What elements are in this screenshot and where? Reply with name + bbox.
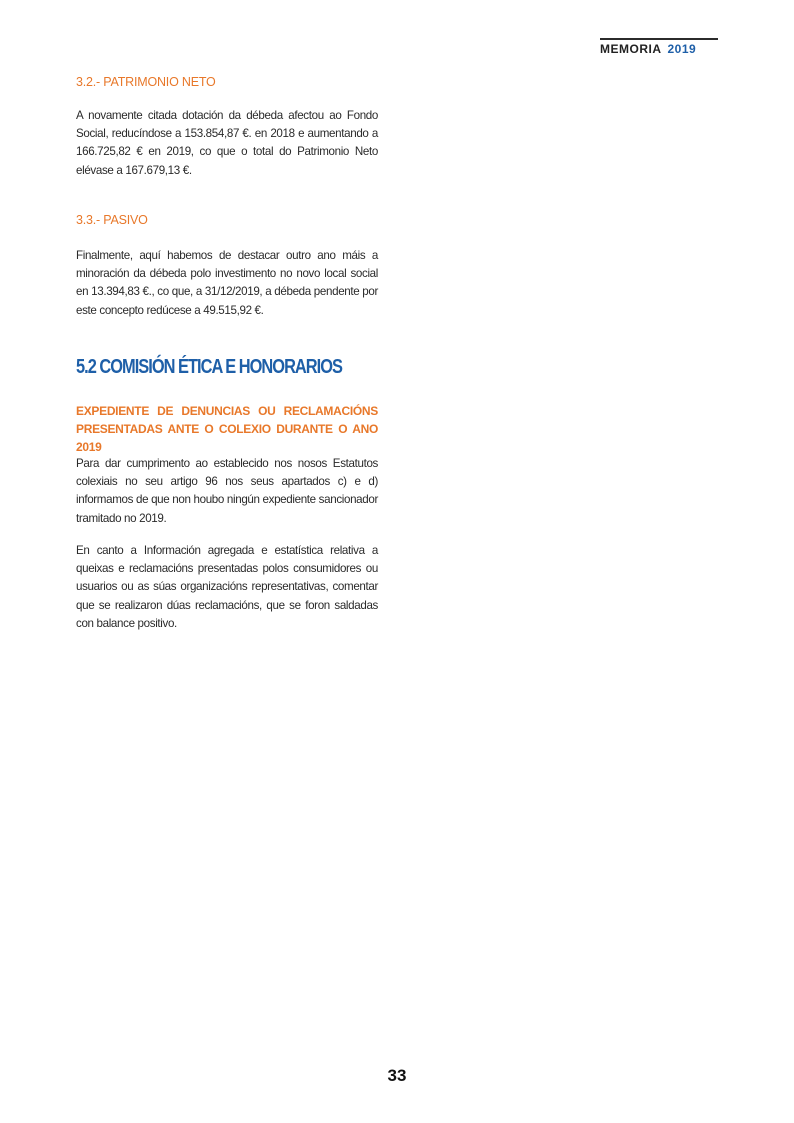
running-header [600,38,718,56]
header-rule [600,38,718,40]
header-label: MEMORIA [600,42,662,56]
patrimonio-heading-block [76,75,378,89]
reclamacions-paragraph: En canto a Información agregada e estatística relativa a queixas e reclamacións presentadas polos consumidores ou usuarios ou as súas organizacións representativas, comentar que se realizaron dúas reclamacións, que se foron saldadas con balance positivo. [76,544,378,630]
estatutos-paragraph: Para dar cumprimento ao establecido nos nosos Estatutos colexiais no seu artigo 96 nos seus apartados c) e d) informamos de que non houbo ningún expediente sancionador tramitado no 2019. [76,457,378,525]
pasivo-paragraph: Finalmente, aquí habemos de destacar outro ano máis a minoración da débeda polo investimento no novo local social en 13.394,83 €., co que, a 31/12/2019, a débeda pendente por este concepto redúcese a 49.515,92 €. [76,249,378,317]
section-title-block [76,356,378,379]
body-block-1 [76,455,378,528]
body-block-2 [76,542,378,633]
page-number: 33 [387,1066,407,1085]
patrimonio-heading: 3.2.- PATRIMONIO NETO [76,75,216,89]
pasivo-heading-block [76,213,378,227]
reclamacions-subheading: EXPEDIENTE DE DENUNCIAS OU RECLAMACIÓNS PRESENTADAS ANTE O COLEXIO DURANTE O ANO 2019 [76,404,378,454]
header-year: 2019 [667,42,697,56]
patrimonio-paragraph: A novamente citada dotación da débeda afectou ao Fondo Social, reducíndose a 153.854,87 €. en 2018 e aumentando a 166.725,82 € en 2019, co que o total do Patrimonio Neto elévase a 167.679,13 €. [76,109,378,177]
pasivo-section [76,247,378,320]
header-text [600,42,718,56]
section-title: 5.2 COMISIÓN ÉTICA E HONORARIOS [76,356,342,378]
patrimonio-section [76,107,378,180]
subheading-block [76,402,378,456]
pasivo-heading: 3.3.- PASIVO [76,213,148,227]
